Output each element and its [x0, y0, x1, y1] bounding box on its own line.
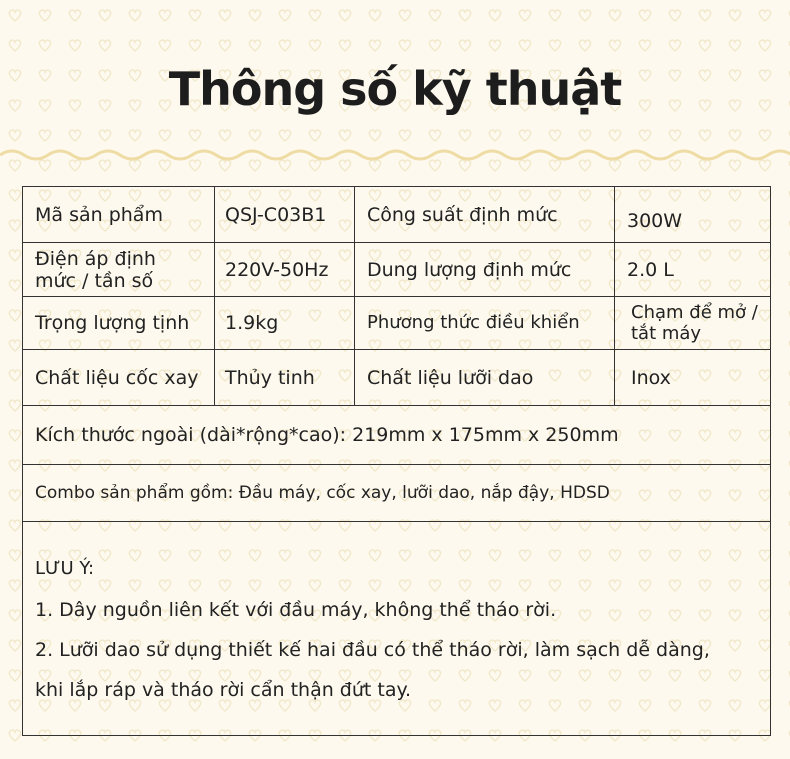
- spec-combo: Combo sản phẩm gồm: Đầu máy, cốc xay, lưỡi dao, nắp đậy, HDSD: [23, 465, 771, 522]
- table-row: [23, 465, 771, 522]
- spec-label-blade-material: Chất liệu lưỡi dao: [355, 350, 615, 406]
- wave-divider: [0, 140, 790, 170]
- spec-label-model: Mã sản phẩm: [23, 187, 215, 243]
- spec-label-power: Công suất định mức: [355, 187, 615, 243]
- table-row: [23, 522, 771, 736]
- page-title: Thông số kỹ thuật: [168, 62, 622, 116]
- note-item: 2. Lưỡi dao sử dụng thiết kế hai đầu có thể tháo rời, làm sạch dễ dàng,: [35, 639, 710, 661]
- spec-label-control: Phương thức điều khiển: [355, 297, 615, 350]
- spec-value-control: Chạm để mở / tắt máy: [615, 297, 771, 350]
- spec-label-capacity: Dung lượng định mức: [355, 243, 615, 297]
- note-item: khi lắp ráp và tháo rời cẩn thận đứt tay.: [35, 679, 412, 701]
- spec-value-cup-material: Thủy tinh: [215, 350, 355, 406]
- spec-value-capacity: 2.0 L: [615, 243, 771, 297]
- spec-label-cup-material: Chất liệu cốc xay: [23, 350, 215, 406]
- table-row: [23, 187, 771, 243]
- spec-value-weight: 1.9kg: [215, 297, 355, 350]
- spec-label-weight: Trọng lượng tịnh: [23, 297, 215, 350]
- table-row: [23, 243, 771, 297]
- spec-dimensions: Kích thước ngoài (dài*rộng*cao): 219mm x 175mm x 250mm: [23, 406, 771, 465]
- note-section: [23, 522, 771, 736]
- note-item: 1. Dây nguồn liên kết với đầu máy, không thể tháo rời.: [35, 599, 557, 621]
- spec-label-voltage: Điện áp định mức / tần số: [23, 243, 215, 297]
- spec-value-power: 300W: [615, 187, 771, 243]
- spec-value-voltage: 220V-50Hz: [215, 243, 355, 297]
- spec-value-model: QSJ-C03B1: [215, 187, 355, 243]
- table-row: [23, 297, 771, 350]
- note-title: LƯU Ý:: [35, 558, 95, 579]
- table-row: [23, 406, 771, 465]
- spec-value-blade-material: Inox: [615, 350, 771, 406]
- table-row: [23, 350, 771, 406]
- spec-table: [22, 186, 771, 736]
